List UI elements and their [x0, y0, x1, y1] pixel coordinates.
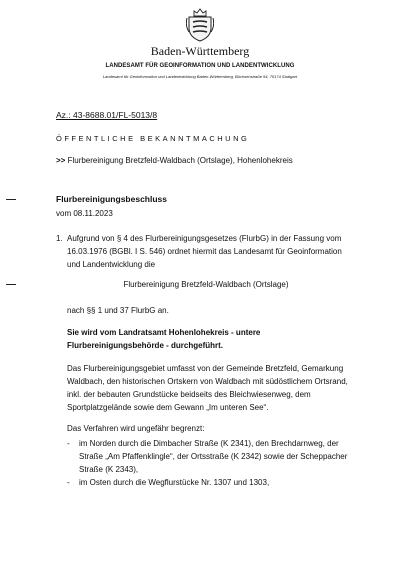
boundary-list	[67, 437, 357, 489]
paragraph-1	[56, 232, 356, 271]
office-address: Landesamt für Geoinformation und Landentwicklung Baden-Württemberg, Büchsenstraße 54, 70174 Stuttgart	[102, 74, 298, 79]
list-bullet: -	[67, 478, 70, 487]
area-description: Das Flurbereinigungsgebiet umfasst von der Gemeinde Bretzfeld, Gemarkung Waldbach, den historischen Ortskern von Waldbach mit südöstlichem Ortsrand, inkl. der bebauten Grundstücke beidseits des Bleichwiesenweg, dem Sportplatzgelände sowie dem Gewann „Im unteren See“.	[67, 364, 348, 412]
list-item-text: im Osten durch die Wegflurstücke Nr. 1307 und 1303,	[79, 478, 270, 487]
announcement-heading: ÖFFENTLICHE BEKANNTMACHUNG	[56, 134, 250, 143]
authority-text: Sie wird vom Landratsamt Hohenlohekreis - untere Flurbereinigungsbehörde - durchgeführt.	[67, 328, 261, 350]
subject-line	[56, 156, 293, 165]
paragraph-text: Aufgrund von § 4 des Flurbereinigungsgesetzes (FlurbG) in der Fassung vom 16.03.1976 (BGBl. I S. 546) ordnet hiermit das Landesamt für Geoinformation und Landentwicklung die	[67, 234, 342, 269]
list-item	[67, 476, 357, 489]
office-name: LANDESAMT FÜR GEOINFORMATION UND LANDENTWICKLUNG	[105, 63, 295, 69]
decision-date: vom 08.11.2023	[56, 209, 113, 218]
paragraph-number: 1.	[56, 234, 63, 243]
list-item-text: im Norden durch die Dimbacher Straße (K 2341), den Brechdarnweg, der Straße „Am Pfaffenklingle“, der Ortsstraße (K 2342) sowie der Scheppacher Straße (K 2343),	[79, 439, 348, 474]
coat-of-arms-icon	[186, 8, 214, 42]
reference-number: Az.: 43-8688.01/FL-5013/8	[56, 110, 158, 120]
state-name: Baden-Württemberg	[150, 44, 250, 58]
subject-text: Flurbereinigung Bretzfeld-Waldbach (Ortslage), Hohenlohekreis	[67, 156, 293, 165]
list-item	[67, 437, 357, 476]
boundary-intro: Das Verfahren wird ungefähr begrenzt:	[67, 424, 205, 433]
margin-mark-1	[6, 199, 16, 200]
legal-basis: nach §§ 1 und 37 FlurbG an.	[67, 306, 169, 315]
project-name: Flurbereinigung Bretzfeld-Waldbach (Ortslage)	[123, 280, 289, 289]
decision-title: Flurbereinigungsbeschluss	[56, 194, 167, 204]
list-bullet: -	[67, 439, 70, 448]
margin-mark-2	[6, 284, 16, 285]
subject-marker: >>	[56, 156, 66, 165]
